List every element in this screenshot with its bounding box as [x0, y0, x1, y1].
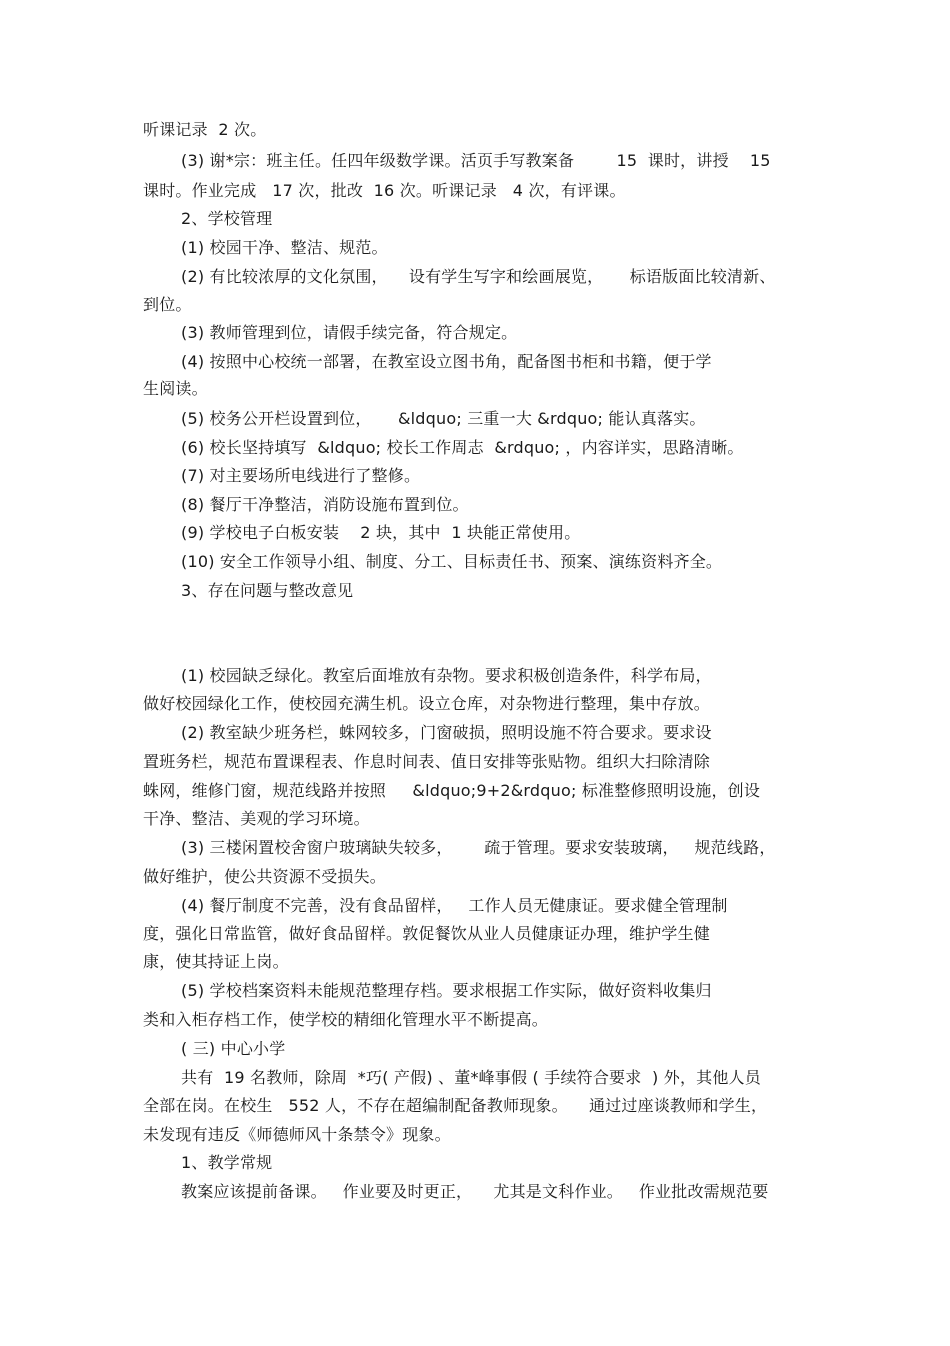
text-line-6: (2) 有比较浓厚的文化氛围， 设有学生写字和绘画展览， 标语版面比较清新、 — [181, 267, 776, 286]
text-line-13: (7) 对主要场所电线进行了整修。 — [181, 466, 421, 485]
text-line-11: (5) 校务公开栏设置到位， &ldquo; 三重一大 &rdquo; 能认真落实。 — [181, 409, 706, 428]
text-line-3: 课时。作业完成 17 次，批改 16 次。听课记录 4 次，有评课。 — [143, 181, 626, 200]
text-line-7: 到位。 — [143, 295, 192, 314]
text-line-21: 置班务栏，规范布置课程表、作息时间表、值日安排等张贴物。组织大扫除清除 — [143, 752, 711, 771]
text-line-1: 听课记录 2 次。 — [143, 120, 267, 139]
text-line-30: 类和入柜存档工作，使学校的精细化管理水平不断提高。 — [143, 1010, 549, 1029]
section-heading-teaching-routine: 1、教学常规 — [181, 1153, 273, 1172]
text-line-25: 做好维护，使公共资源不受损失。 — [143, 867, 387, 886]
text-line-24: (3) 三楼闲置校舍窗户玻璃缺失较多， 疏于管理。要求安装玻璃， 规范线路， — [181, 838, 776, 857]
text-line-10: 生阅读。 — [143, 379, 208, 398]
text-line-14: (8) 餐厅干净整洁，消防设施布置到位。 — [181, 495, 469, 514]
text-line-23: 干净、整洁、美观的学习环境。 — [143, 809, 370, 828]
text-line-34: 未发现有违反《师德师风十条禁令》现象。 — [143, 1125, 451, 1144]
text-line-20: (2) 教室缺少班务栏，蛛网较多，门窗破损，照明设施不符合要求。要求设 — [181, 723, 712, 742]
text-line-15: (9) 学校电子白板安装 2 块，其中 1 块能正常使用。 — [181, 523, 581, 542]
text-line-16: (10) 安全工作领导小组、制度、分工、目标责任书、预案、演练资料齐全。 — [181, 552, 723, 571]
section-heading-school-management: 2、学校管理 — [181, 209, 273, 228]
text-line-36: 教案应该提前备课。 作业要及时更正， 尤其是文科作业。 作业批改需规范要 — [181, 1182, 769, 1201]
text-line-29: (5) 学校档案资料未能规范整理存档。要求根据工作实际，做好资料收集归 — [181, 981, 712, 1000]
text-line-19: 做好校园绿化工作，使校园充满生机。设立仓库，对杂物进行整理，集中存放。 — [143, 694, 711, 713]
text-line-12: (6) 校长坚持填写 &ldquo; 校长工作周志 &rdquo; ，内容详实，思路清晰。 — [181, 438, 744, 457]
text-line-5: (1) 校园干净、整洁、规范。 — [181, 238, 388, 257]
text-line-33: 全部在岗。在校生 552 人，不存在超编制配备教师现象。 通过过座谈教师和学生， — [143, 1096, 768, 1115]
text-line-26: (4) 餐厅制度不完善，没有食品留样， 工作人员无健康证。要求健全管理制 — [181, 896, 728, 915]
text-line-27: 度，强化日常监管，做好食品留样。敦促餐饮从业人员健康证办理，维护学生健 — [143, 924, 711, 943]
text-line-2: (3) 谢*宗：班主任。任四年级数学课。活页手写教案备 15 课时，讲授 15 — [181, 151, 771, 170]
text-line-22: 蛛网，维修门窗，规范线路并按照 &ldquo;9+2&rdquo; 标准整修照明设施，创设 — [143, 781, 761, 800]
text-line-28: 康，使其持证上岗。 — [143, 952, 289, 971]
section-heading-problems: 3、存在问题与整改意见 — [181, 581, 354, 600]
section-heading-central-primary: ( 三) 中心小学 — [181, 1039, 286, 1058]
text-line-8: (3) 教师管理到位，请假手续完备，符合规定。 — [181, 323, 518, 342]
text-line-32: 共有 19 名教师，除周 *巧( 产假) 、董*峰事假 ( 手续符合要求 ) 外，其他人员 — [181, 1068, 761, 1087]
text-line-18: (1) 校园缺乏绿化。教室后面堆放有杂物。要求积极创造条件，科学布局， — [181, 666, 712, 685]
text-line-9: (4) 按照中心校统一部署，在教室设立图书角，配备图书柜和书籍，便于学 — [181, 352, 712, 371]
